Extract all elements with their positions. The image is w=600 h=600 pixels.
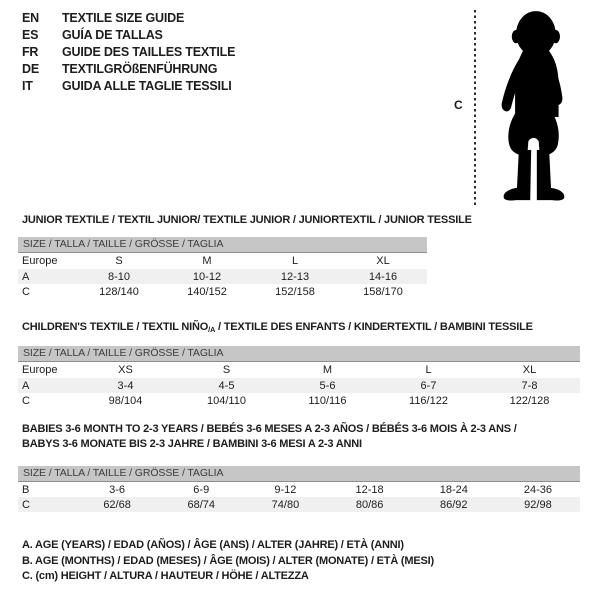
cell-value: 18-24 bbox=[439, 483, 468, 496]
junior-row-age bbox=[18, 269, 427, 284]
children-title-pre: CHILDREN'S TEXTILE / TEXTIL NIÑO bbox=[22, 321, 209, 333]
footnote-age-years: A. AGE (YEARS) / EDAD (AÑOS) / ÂGE (ANS) / ALTER (JAHRE) / ETÀ (ANNI) bbox=[22, 539, 404, 551]
cell-value: 8-10 bbox=[107, 270, 131, 283]
cell-value: 152/158 bbox=[275, 285, 315, 298]
height-figure bbox=[440, 0, 600, 215]
col-region: Europe bbox=[22, 255, 58, 267]
row-label: B bbox=[22, 483, 30, 496]
babies-title-line1: BABIES 3-6 MONTH TO 2-3 YEARS / BEBÉS 3-6 MESES A 2-3 AÑOS / BÉBÉS 3-6 MOIS À 2-3 ANS / bbox=[22, 423, 517, 435]
cell-value: 158/170 bbox=[363, 285, 403, 298]
babies-row-height bbox=[18, 497, 580, 512]
babies-size-table bbox=[18, 466, 580, 512]
lang-row-es bbox=[22, 27, 235, 44]
cell-value: 10-12 bbox=[192, 270, 222, 283]
children-columns-row bbox=[18, 362, 580, 378]
lang-title: TEXTILE SIZE GUIDE bbox=[62, 11, 185, 25]
lang-code: IT bbox=[22, 79, 33, 93]
cell-value: 116/122 bbox=[409, 394, 448, 407]
junior-section-title: JUNIOR TEXTILE / TEXTIL JUNIOR/ TEXTILE JUNIOR / JUNIORTEXTIL / JUNIOR TESSILE bbox=[22, 214, 472, 226]
col-region: Europe bbox=[22, 364, 58, 376]
col-size: S bbox=[115, 255, 123, 267]
babies-title-line2: BABYS 3-6 MONATE BIS 2-3 JAHRE / BAMBINI 3-6 MESI A 2-3 ANNI bbox=[22, 438, 362, 450]
junior-row-height bbox=[18, 284, 427, 299]
children-row-age bbox=[18, 378, 580, 393]
lang-title: GUIDE DES TAILLES TEXTILE bbox=[62, 45, 236, 59]
row-label: A bbox=[22, 270, 30, 283]
row-label: C bbox=[22, 394, 30, 407]
toddler-silhouette-icon bbox=[482, 8, 586, 207]
cell-value: 12-18 bbox=[355, 483, 384, 496]
lang-row-fr bbox=[22, 44, 235, 61]
cell-value: 74/80 bbox=[271, 498, 300, 511]
junior-size-table bbox=[18, 237, 427, 299]
lang-title: GUIDA ALLE TAGLIE TESSILI bbox=[62, 79, 232, 93]
cell-value: 104/110 bbox=[207, 394, 246, 407]
cell-value: 86/92 bbox=[440, 498, 468, 511]
cell-value: 5-6 bbox=[319, 379, 336, 392]
language-title-list bbox=[22, 10, 235, 95]
cell-value: 7-8 bbox=[521, 379, 538, 392]
junior-size-header-bar: SIZE / TALLA / TAILLE / GRÖSSE / TAGLIA bbox=[18, 237, 427, 253]
footnote-height: C. (cm) HEIGHT / ALTURA / HAUTEUR / HÖHE / ALTEZZA bbox=[22, 570, 309, 582]
col-size: L bbox=[291, 255, 299, 267]
height-label: C bbox=[454, 98, 463, 112]
babies-row-age bbox=[18, 482, 580, 497]
cell-value: 12-13 bbox=[280, 270, 310, 283]
lang-title: TEXTILGRÖßENFÜHRUNG bbox=[62, 62, 218, 76]
junior-columns-row bbox=[18, 253, 427, 269]
col-size: M bbox=[202, 255, 212, 267]
height-measure-line bbox=[474, 10, 476, 208]
children-title-sub: /A bbox=[208, 325, 216, 334]
col-size: XS bbox=[118, 364, 133, 376]
row-label: C bbox=[22, 285, 30, 298]
col-size: XL bbox=[522, 364, 537, 376]
cell-value: 68/74 bbox=[187, 498, 216, 511]
lang-code: EN bbox=[22, 11, 39, 25]
cell-value: 98/104 bbox=[108, 394, 143, 407]
col-size: M bbox=[322, 364, 333, 376]
cell-value: 6-9 bbox=[193, 483, 210, 496]
cell-value: 4-5 bbox=[218, 379, 235, 392]
footnote-age-months: B. AGE (MONTHS) / EDAD (MESES) / ÂGE (MOIS) / ALTER (MONATE) / ETÀ (MESI) bbox=[22, 554, 434, 567]
cell-value: 128/140 bbox=[99, 285, 139, 298]
cell-value: 9-12 bbox=[274, 483, 297, 496]
lang-row-de bbox=[22, 61, 235, 78]
children-size-header-bar: SIZE / TALLA / TAILLE / GRÖSSE / TAGLIA bbox=[18, 346, 580, 362]
row-label: A bbox=[22, 379, 30, 392]
children-row-height bbox=[18, 393, 580, 408]
babies-section-title bbox=[22, 422, 588, 452]
col-size: S bbox=[222, 364, 231, 376]
col-size: L bbox=[425, 364, 432, 376]
row-label: C bbox=[22, 498, 30, 511]
lang-code: ES bbox=[22, 28, 39, 42]
cell-value: 80/86 bbox=[355, 498, 384, 511]
children-size-table bbox=[18, 346, 580, 408]
footnotes bbox=[22, 538, 434, 585]
cell-value: 92/98 bbox=[524, 498, 552, 511]
cell-value: 62/68 bbox=[103, 498, 131, 511]
lang-code: FR bbox=[22, 45, 39, 59]
children-section-title bbox=[22, 320, 588, 337]
cell-value: 3-6 bbox=[109, 483, 126, 496]
cell-value: 140/152 bbox=[187, 285, 227, 298]
lang-title: GUÍA DE TALLAS bbox=[62, 28, 163, 42]
cell-value: 122/128 bbox=[509, 394, 550, 407]
cell-value: 6-7 bbox=[420, 379, 437, 392]
cell-value: 110/116 bbox=[308, 394, 347, 407]
lang-row-it bbox=[22, 78, 235, 95]
lang-code: DE bbox=[22, 62, 39, 76]
cell-value: 3-4 bbox=[117, 379, 134, 392]
cell-value: 14-16 bbox=[368, 270, 398, 283]
cell-value: 24-36 bbox=[523, 483, 553, 496]
col-size: XL bbox=[376, 255, 390, 267]
children-title-post: / TEXTILE DES ENFANTS / KINDERTEXTIL / BAMBINI TESSILE bbox=[215, 321, 533, 333]
lang-row-en bbox=[22, 10, 235, 27]
babies-size-header-bar: SIZE / TALLA / TAILLE / GRÖSSE / TAGLIA bbox=[18, 466, 580, 482]
